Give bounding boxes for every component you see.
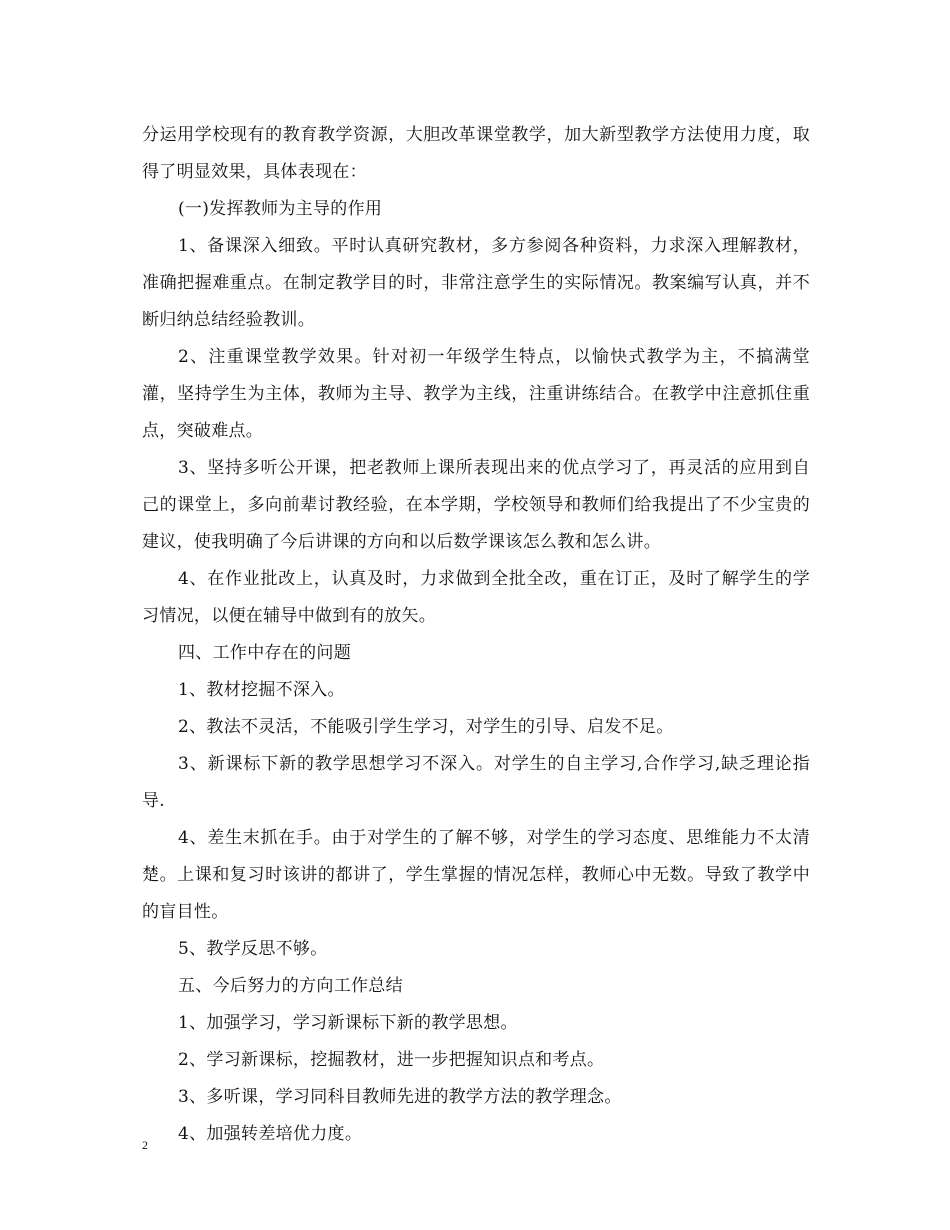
list-item-problem-4: 4、差生末抓在手。由于对学生的了解不够，对学生的学习态度、思维能力不太清楚。上课和复习时该讲的都讲了，学生掌握的情况怎样，教师心中无数。导致了教学中的盲目性。 <box>142 828 810 922</box>
list-item-future-1: 1、加强学习，学习新课标下新的教学思想。 <box>178 1013 518 1033</box>
paragraph-continuation: 分运用学校现有的教育教学资源，大胆改革课堂教学，加大新型教学方法使用力度，取得了明显效果，具体表现在： <box>142 125 810 182</box>
list-item-problem-3: 3、新课标下新的教学思想学习不深入。对学生的自主学习,合作学习,缺乏理论指导. <box>142 754 810 811</box>
list-item-problem-5: 5、教学反思不够。 <box>178 939 328 959</box>
body-text <box>142 117 810 1153</box>
page-number: 2 <box>142 1138 148 1152</box>
list-item-problem-2: 2、教法不灵活，不能吸引学生学习，对学生的引导、启发不足。 <box>178 717 674 737</box>
paragraph-classroom-effect: 2、注重课堂教学效果。针对初一年级学生特点，以愉快式教学为主，不搞满堂灌，坚持学生为主体，教师为主导、教学为主线，注重讲练结合。在教学中注意抓住重点，突破难点。 <box>142 347 810 441</box>
section-heading-future: 五、今后努力的方向工作总结 <box>178 976 403 996</box>
list-item-future-3: 3、多听课，学习同科目教师先进的教学方法的教学理念。 <box>178 1087 622 1107</box>
paragraph-open-classes: 3、坚持多听公开课，把老教师上课所表现出来的优点学习了，再灵活的应用到自己的课堂上，多向前辈讨教经验，在本学期，学校领导和教师们给我提出了不少宝贵的建议，使我明确了今后讲课的方向和以后数学课该怎么教和怎么讲。 <box>142 458 810 552</box>
section-heading-teacher-role: (一)发挥教师为主导的作用 <box>178 199 383 219</box>
section-heading-problems: 四、工作中存在的问题 <box>178 643 351 663</box>
paragraph-homework: 4、在作业批改上，认真及时，力求做到全批全改，重在订正，及时了解学生的学习情况，以便在辅导中做到有的放矢。 <box>142 569 810 626</box>
list-item-future-2: 2、学习新课标，挖掘教材，进一步把握知识点和考点。 <box>178 1050 605 1070</box>
list-item-future-4: 4、加强转差培优力度。 <box>178 1124 363 1144</box>
list-item-problem-1: 1、教材挖掘不深入。 <box>178 680 345 700</box>
paragraph-lesson-prep: 1、备课深入细致。平时认真研究教材，多方参阅各种资料，力求深入理解教材，准确把握难重点。在制定教学目的时，非常注意学生的实际情况。教案编写认真，并不断归纳总结经验教训。 <box>142 236 810 330</box>
